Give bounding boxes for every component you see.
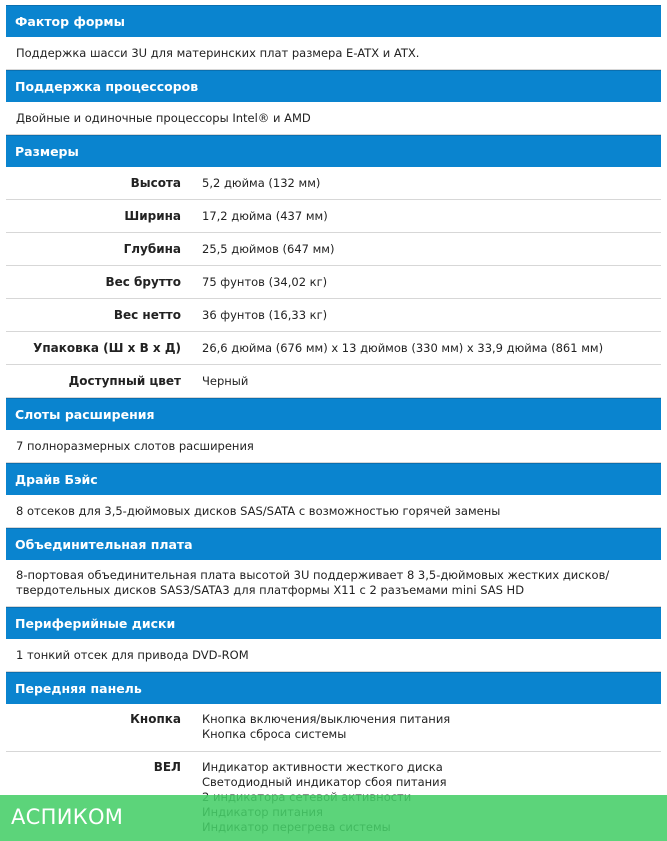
led-line: Индикатор активности жесткого диска xyxy=(202,760,443,774)
spec-table xyxy=(6,5,661,841)
row-label: Упаковка (Ш x В x Д) xyxy=(33,341,181,355)
row-label: Глубина xyxy=(123,242,181,256)
row-value xyxy=(196,712,661,751)
row-value: Черный xyxy=(202,374,249,388)
spec-row-button xyxy=(6,704,661,752)
row-label: Доступный цвет xyxy=(68,374,181,388)
row-value: 75 фунтов (34,02 кг) xyxy=(202,275,328,289)
section-header-dimensions: Размеры xyxy=(6,135,661,167)
led-line: Светодиодный индикатор сбоя питания xyxy=(202,775,447,789)
section-header-peripheral: Периферийные диски xyxy=(6,607,661,639)
row-value: 36 фунтов (16,33 кг) xyxy=(202,308,328,322)
spec-row-width xyxy=(6,200,661,233)
button-line: Кнопка сброса системы xyxy=(202,727,347,741)
form-factor-text: Поддержка шасси 3U для материнских плат размера E-ATX и ATX. xyxy=(6,37,661,70)
peripheral-text: 1 тонкий отсек для привода DVD-ROM xyxy=(6,639,661,672)
spec-row-net-weight xyxy=(6,299,661,332)
row-label: Вес нетто xyxy=(113,308,181,322)
row-label: Вес брутто xyxy=(105,275,181,289)
expansion-text: 7 полноразмерных слотов расширения xyxy=(6,430,661,463)
row-label: Кнопка xyxy=(130,712,181,726)
section-header-drive-bays: Драйв Бэйс xyxy=(6,463,661,495)
spec-row-package xyxy=(6,332,661,365)
drive-bays-text: 8 отсеков для 3,5-дюймовых дисков SAS/SATA с возможностью горячей замены xyxy=(6,495,661,528)
row-label: ВЕЛ xyxy=(153,760,181,774)
row-value: 26,6 дюйма (676 мм) x 13 дюймов (330 мм) x 33,9 дюйма (861 мм) xyxy=(202,341,604,355)
spec-row-depth xyxy=(6,233,661,266)
button-line: Кнопка включения/выключения питания xyxy=(202,712,451,726)
row-value: 25,5 дюймов (647 мм) xyxy=(202,242,335,256)
row-label: Ширина xyxy=(124,209,181,223)
cpu-text: Двойные и одиночные процессоры Intel® и AMD xyxy=(6,102,661,135)
row-label: Высота xyxy=(130,176,181,190)
section-header-expansion: Слоты расширения xyxy=(6,398,661,430)
spec-row-gross-weight xyxy=(6,266,661,299)
spec-row-color xyxy=(6,365,661,398)
spec-row-height xyxy=(6,167,661,200)
watermark-banner: АСПИКОМ xyxy=(0,795,667,841)
section-header-cpu: Поддержка процессоров xyxy=(6,70,661,102)
row-value: 5,2 дюйма (132 мм) xyxy=(202,176,321,190)
row-value: 17,2 дюйма (437 мм) xyxy=(202,209,328,223)
backplane-line: 8-портовая объединительная плата высотой 3U поддерживает 8 3,5-дюймовых жестких дисков/ xyxy=(16,568,610,582)
section-header-form-factor: Фактор формы xyxy=(6,5,661,37)
section-header-front-panel: Передняя панель xyxy=(6,672,661,704)
backplane-text xyxy=(6,560,661,607)
section-header-backplane: Объединительная плата xyxy=(6,528,661,560)
backplane-line: твердотельных дисков SAS3/SATA3 для платформы X11 с 2 разъемами mini SAS HD xyxy=(16,583,525,597)
